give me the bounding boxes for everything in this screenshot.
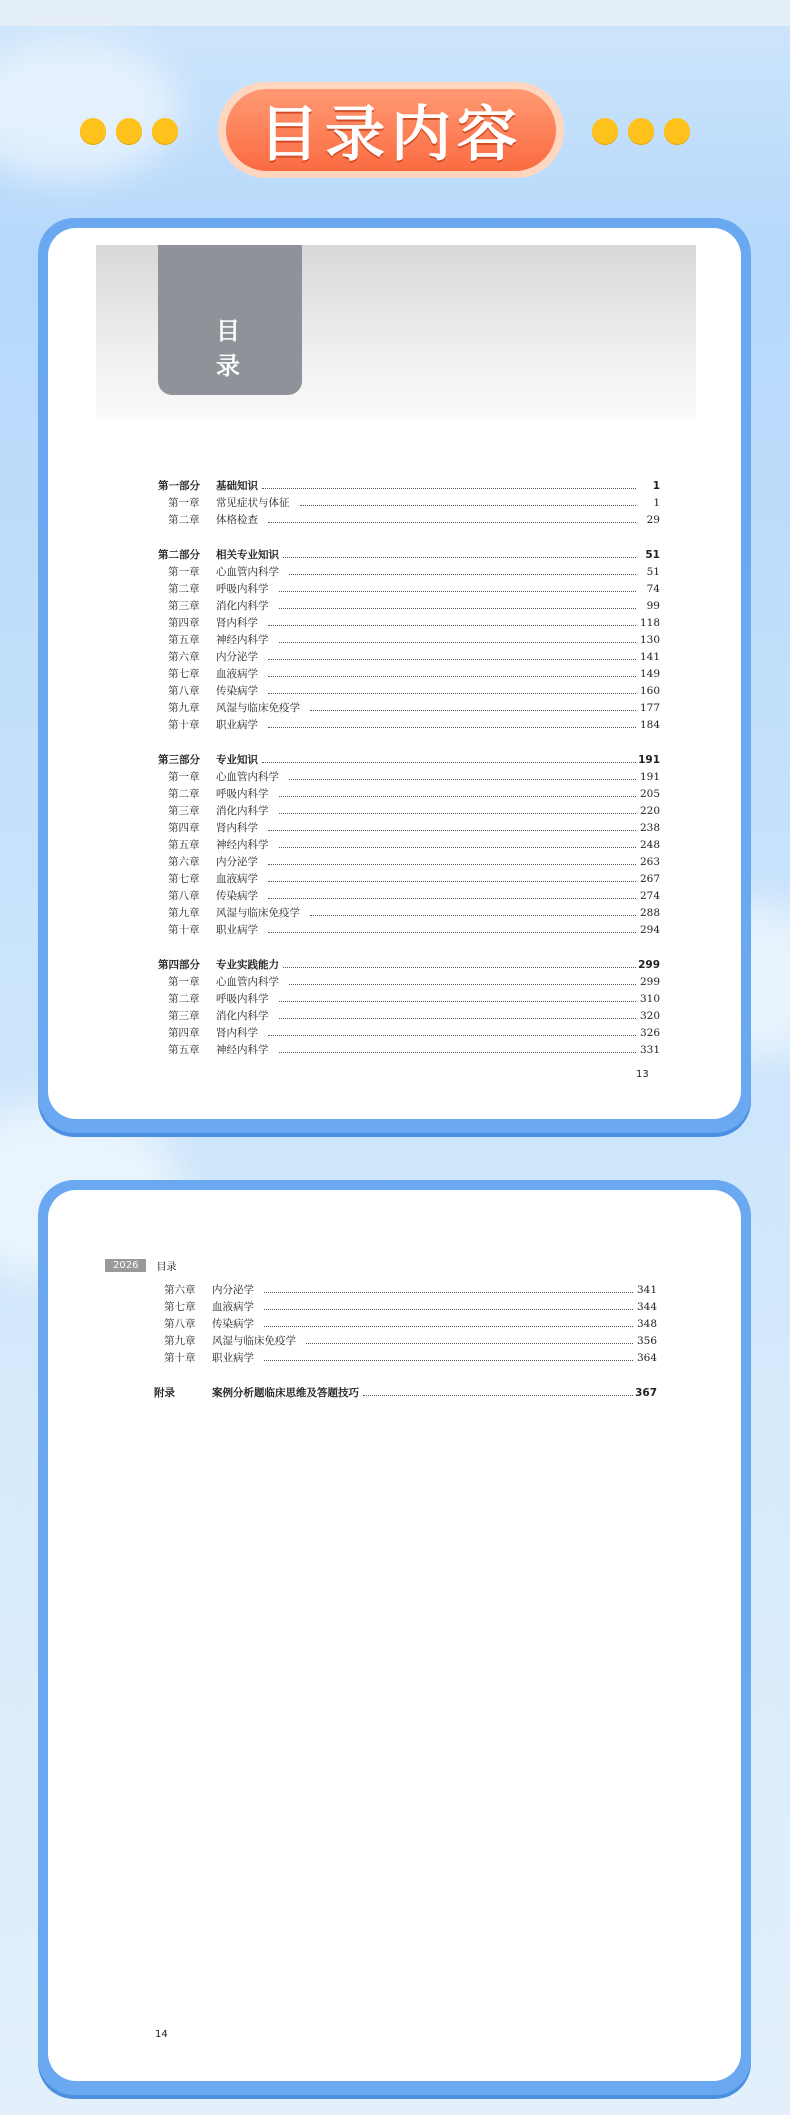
toc-entry-title: 相关专业知识	[216, 549, 279, 561]
toc-entry-label: 第二章	[168, 583, 200, 595]
dot	[592, 118, 618, 144]
toc-entry-title: 传染病学	[212, 1318, 254, 1330]
toc-chapter-row[interactable]	[158, 683, 660, 700]
toc-entry-label: 第四章	[168, 1027, 200, 1039]
toc-entry-title: 风湿与临床免疫学	[216, 907, 300, 919]
toc-chapter-row[interactable]	[158, 888, 660, 905]
toc-entry-title: 职业病学	[212, 1352, 254, 1364]
toc-entry-label: 第十章	[164, 1352, 196, 1364]
toc-chapter-row[interactable]	[158, 700, 660, 717]
toc-tab	[158, 245, 302, 395]
toc-entry-page: 326	[639, 1027, 660, 1039]
dot-leader	[268, 932, 636, 933]
toc-entry-page: 149	[639, 668, 660, 680]
toc-entry-title: 血液病学	[216, 668, 258, 680]
toc-chapter-row[interactable]	[158, 786, 660, 803]
toc-chapter-row[interactable]	[158, 769, 660, 786]
toc-entry-label: 第四章	[168, 822, 200, 834]
toc-entry-page: 29	[646, 514, 660, 526]
dot-leader	[363, 1395, 633, 1396]
toc-entry-page: 310	[639, 993, 660, 1005]
dot-leader	[279, 813, 637, 814]
toc-entry-title: 职业病学	[216, 719, 258, 731]
toc-chapter-row[interactable]	[158, 1025, 660, 1042]
toc-entry-label: 第八章	[168, 890, 200, 902]
toc-gap	[158, 939, 660, 957]
dot-leader	[264, 1292, 633, 1293]
toc-gap	[158, 734, 660, 752]
toc-chapter-row[interactable]	[158, 632, 660, 649]
toc-chapter-row[interactable]	[158, 837, 660, 854]
toc-chapter-row[interactable]	[158, 564, 660, 581]
dot	[664, 118, 690, 144]
cloud	[0, 40, 180, 180]
toc-entry-title: 基础知识	[216, 480, 258, 492]
toc-chapter-row[interactable]	[158, 922, 660, 939]
toc-entry-label: 第八章	[168, 685, 200, 697]
toc-chapter-row[interactable]	[158, 974, 660, 991]
toc-part-row[interactable]	[158, 478, 660, 495]
dot-leader	[310, 710, 636, 711]
toc-entry-title: 肾内科学	[216, 822, 258, 834]
toc-entry-page: 299	[639, 976, 660, 988]
toc-chapter-row[interactable]	[158, 803, 660, 820]
page-number: 13	[636, 1069, 649, 1080]
toc-entry-title: 血液病学	[212, 1301, 254, 1313]
toc-entry-label: 第一章	[168, 566, 200, 578]
toc-entry-page: 341	[636, 1284, 657, 1296]
toc-entry-title: 消化内科学	[216, 1010, 269, 1022]
dot-leader	[268, 625, 636, 626]
toc-entry-page: 191	[639, 771, 660, 783]
toc-entry-page: 1	[652, 480, 660, 492]
dot-leader	[279, 1052, 637, 1053]
toc-entry-label: 第九章	[164, 1335, 196, 1347]
toc-entry-title: 专业实践能力	[216, 959, 279, 971]
toc-entry-page: 205	[639, 788, 660, 800]
toc-entry-label: 第五章	[168, 634, 200, 646]
toc-entry-title: 神经内科学	[216, 1044, 269, 1056]
toc-entry-label: 第七章	[164, 1301, 196, 1313]
toc-entry-title: 内分泌学	[212, 1284, 254, 1296]
dot-leader	[264, 1309, 633, 1310]
dot-leader	[264, 1326, 633, 1327]
toc-entry-label: 第八章	[164, 1318, 196, 1330]
dot-leader	[268, 522, 636, 523]
title-pill	[218, 82, 564, 178]
toc-entry-page: 364	[636, 1352, 657, 1364]
dot-leader	[306, 1343, 633, 1344]
toc-entry-page: 51	[646, 566, 660, 578]
dot-leader	[268, 1035, 636, 1036]
year-badge: 2026	[105, 1259, 146, 1272]
toc-entry-title: 内分泌学	[216, 651, 258, 663]
toc-chapter-row[interactable]	[158, 666, 660, 683]
toc-part-row[interactable]	[158, 752, 660, 769]
toc-chapter-row[interactable]	[158, 991, 660, 1008]
toc-chapter-row[interactable]	[154, 1316, 657, 1333]
toc-entry-label: 第一章	[168, 497, 200, 509]
dot-leader	[264, 1360, 633, 1361]
toc-entry-page: 51	[645, 549, 660, 561]
toc-entry-page: 191	[638, 754, 660, 766]
dot	[628, 118, 654, 144]
toc-list	[158, 478, 660, 1059]
toc-entry-label: 第六章	[164, 1284, 196, 1296]
dot-leader	[279, 1018, 637, 1019]
toc-entry-page: 184	[639, 719, 660, 731]
toc-entry-title: 内分泌学	[216, 856, 258, 868]
toc-entry-title: 呼吸内科学	[216, 993, 269, 1005]
toc-entry-title: 神经内科学	[216, 634, 269, 646]
toc-chapter-row[interactable]	[158, 649, 660, 666]
toc-entry-label: 第一章	[168, 771, 200, 783]
toc-page-14	[48, 1190, 741, 2081]
toc-entry-page: 118	[639, 617, 660, 629]
toc-gap	[158, 529, 660, 547]
toc-entry-page: 1	[653, 497, 660, 509]
toc-entry-page: 263	[639, 856, 660, 868]
toc-entry-label: 附录	[154, 1387, 175, 1399]
toc-chapter-row[interactable]	[158, 820, 660, 837]
dot-leader	[279, 591, 637, 592]
dot-leader	[262, 488, 636, 489]
toc-entry-label: 第一部分	[158, 480, 200, 492]
toc-chapter-row[interactable]	[158, 1042, 660, 1059]
toc-entry-label: 第二章	[168, 788, 200, 800]
toc-entry-title: 职业病学	[216, 924, 258, 936]
toc-page-13	[48, 228, 741, 1119]
toc-chapter-row[interactable]	[158, 905, 660, 922]
toc-entry-page: 220	[639, 805, 660, 817]
toc-chapter-row[interactable]	[158, 581, 660, 598]
dot-leader	[279, 642, 637, 643]
toc-entry-page: 238	[639, 822, 660, 834]
dot-leader	[262, 762, 636, 763]
toc-entry-title: 血液病学	[216, 873, 258, 885]
toc-chapter-row[interactable]	[158, 1008, 660, 1025]
top-strip	[0, 0, 790, 26]
toc-entry-page: 267	[639, 873, 660, 885]
toc-entry-label: 第六章	[168, 651, 200, 663]
toc-entry-label: 第一章	[168, 976, 200, 988]
toc-entry-page: 344	[636, 1301, 657, 1313]
toc-page-card-1	[38, 218, 751, 1133]
toc-entry-page: 177	[639, 702, 660, 714]
decorative-dots-left	[80, 118, 178, 144]
toc-entry-label: 第九章	[168, 907, 200, 919]
toc-entry-label: 第九章	[168, 702, 200, 714]
toc-entry-title: 神经内科学	[216, 839, 269, 851]
running-head-title: 目录	[156, 1262, 177, 1273]
toc-entry-title: 心血管内科学	[216, 976, 279, 988]
toc-entry-label: 第四章	[168, 617, 200, 629]
toc-entry-title: 呼吸内科学	[216, 583, 269, 595]
toc-chapter-row[interactable]	[158, 512, 660, 529]
toc-entry-page: 248	[639, 839, 660, 851]
toc-chapter-row[interactable]	[158, 615, 660, 632]
toc-entry-title: 专业知识	[216, 754, 258, 766]
toc-chapter-row[interactable]	[158, 598, 660, 615]
dot	[152, 118, 178, 144]
dot-leader	[289, 574, 636, 575]
toc-entry-page: 274	[639, 890, 660, 902]
toc-entry-label: 第十章	[168, 719, 200, 731]
toc-entry-label: 第二章	[168, 514, 200, 526]
dot-leader	[279, 608, 637, 609]
toc-chapter-row[interactable]	[158, 854, 660, 871]
toc-chapter-row[interactable]	[154, 1282, 657, 1299]
toc-chapter-row[interactable]	[158, 495, 660, 512]
toc-entry-page: 356	[636, 1335, 657, 1347]
toc-entry-title: 心血管内科学	[216, 566, 279, 578]
dot-leader	[268, 693, 636, 694]
dot-leader	[310, 915, 636, 916]
toc-entry-label: 第三章	[168, 805, 200, 817]
toc-entry-label: 第三章	[168, 1010, 200, 1022]
toc-page-card-2	[38, 1180, 751, 2095]
toc-entry-title: 心血管内科学	[216, 771, 279, 783]
toc-entry-title: 体格检查	[216, 514, 258, 526]
page-title: 目录内容	[226, 89, 556, 171]
toc-entry-label: 第四部分	[158, 959, 200, 971]
dot-leader	[268, 727, 636, 728]
dot-leader	[268, 898, 636, 899]
dot-leader	[283, 557, 636, 558]
dot-leader	[268, 864, 636, 865]
toc-entry-label: 第二部分	[158, 549, 200, 561]
dot-leader	[279, 847, 637, 848]
toc-entry-label: 第七章	[168, 873, 200, 885]
toc-entry-label: 第二章	[168, 993, 200, 1005]
dot-leader	[283, 967, 636, 968]
dot-leader	[268, 659, 636, 660]
toc-entry-page: 348	[636, 1318, 657, 1330]
toc-tab-title: 目 录	[216, 317, 264, 380]
dot-leader	[300, 505, 637, 506]
toc-entry-title: 消化内科学	[216, 600, 269, 612]
toc-entry-title: 传染病学	[216, 685, 258, 697]
toc-entry-label: 第三部分	[158, 754, 200, 766]
toc-entry-label: 第五章	[168, 839, 200, 851]
page-number: 14	[155, 2029, 168, 2040]
toc-entry-label: 第十章	[168, 924, 200, 936]
decorative-dots-right	[592, 118, 690, 144]
dot-leader	[268, 881, 636, 882]
toc-entry-page: 99	[646, 600, 660, 612]
toc-entry-label: 第七章	[168, 668, 200, 680]
dot-leader	[268, 676, 636, 677]
toc-entry-title: 消化内科学	[216, 805, 269, 817]
toc-chapter-row[interactable]	[154, 1350, 657, 1367]
dot	[116, 118, 142, 144]
toc-entry-title: 呼吸内科学	[216, 788, 269, 800]
toc-entry-label: 第三章	[168, 600, 200, 612]
toc-entry-page: 367	[635, 1387, 657, 1399]
dot-leader	[289, 984, 636, 985]
toc-entry-label: 第六章	[168, 856, 200, 868]
toc-entry-page: 74	[646, 583, 660, 595]
running-head	[105, 1258, 176, 1273]
toc-part-row[interactable]	[158, 957, 660, 974]
toc-entry-page: 299	[638, 959, 660, 971]
toc-entry-page: 294	[639, 924, 660, 936]
toc-entry-label: 第五章	[168, 1044, 200, 1056]
dot-leader	[268, 830, 636, 831]
toc-entry-title: 肾内科学	[216, 1027, 258, 1039]
dot-leader	[289, 779, 636, 780]
toc-entry-page: 288	[639, 907, 660, 919]
toc-chapter-row[interactable]	[158, 871, 660, 888]
toc-chapter-row[interactable]	[158, 717, 660, 734]
toc-entry-page: 130	[639, 634, 660, 646]
toc-entry-title: 案例分析题临床思维及答题技巧	[212, 1387, 359, 1399]
toc-entry-title: 传染病学	[216, 890, 258, 902]
dot	[80, 118, 106, 144]
toc-entry-title: 风湿与临床免疫学	[212, 1335, 296, 1347]
toc-gap	[154, 1367, 657, 1385]
toc-part-row[interactable]	[154, 1385, 657, 1402]
toc-entry-title: 常见症状与体征	[216, 497, 290, 509]
toc-list	[154, 1282, 657, 1402]
toc-chapter-row[interactable]	[154, 1299, 657, 1316]
toc-entry-title: 风湿与临床免疫学	[216, 702, 300, 714]
dot-leader	[279, 796, 637, 797]
dot-leader	[279, 1001, 637, 1002]
toc-part-row[interactable]	[158, 547, 660, 564]
toc-entry-page: 160	[639, 685, 660, 697]
toc-entry-page: 331	[639, 1044, 660, 1056]
toc-chapter-row[interactable]	[154, 1333, 657, 1350]
toc-entry-page: 320	[639, 1010, 660, 1022]
toc-entry-title: 肾内科学	[216, 617, 258, 629]
toc-entry-page: 141	[639, 651, 660, 663]
